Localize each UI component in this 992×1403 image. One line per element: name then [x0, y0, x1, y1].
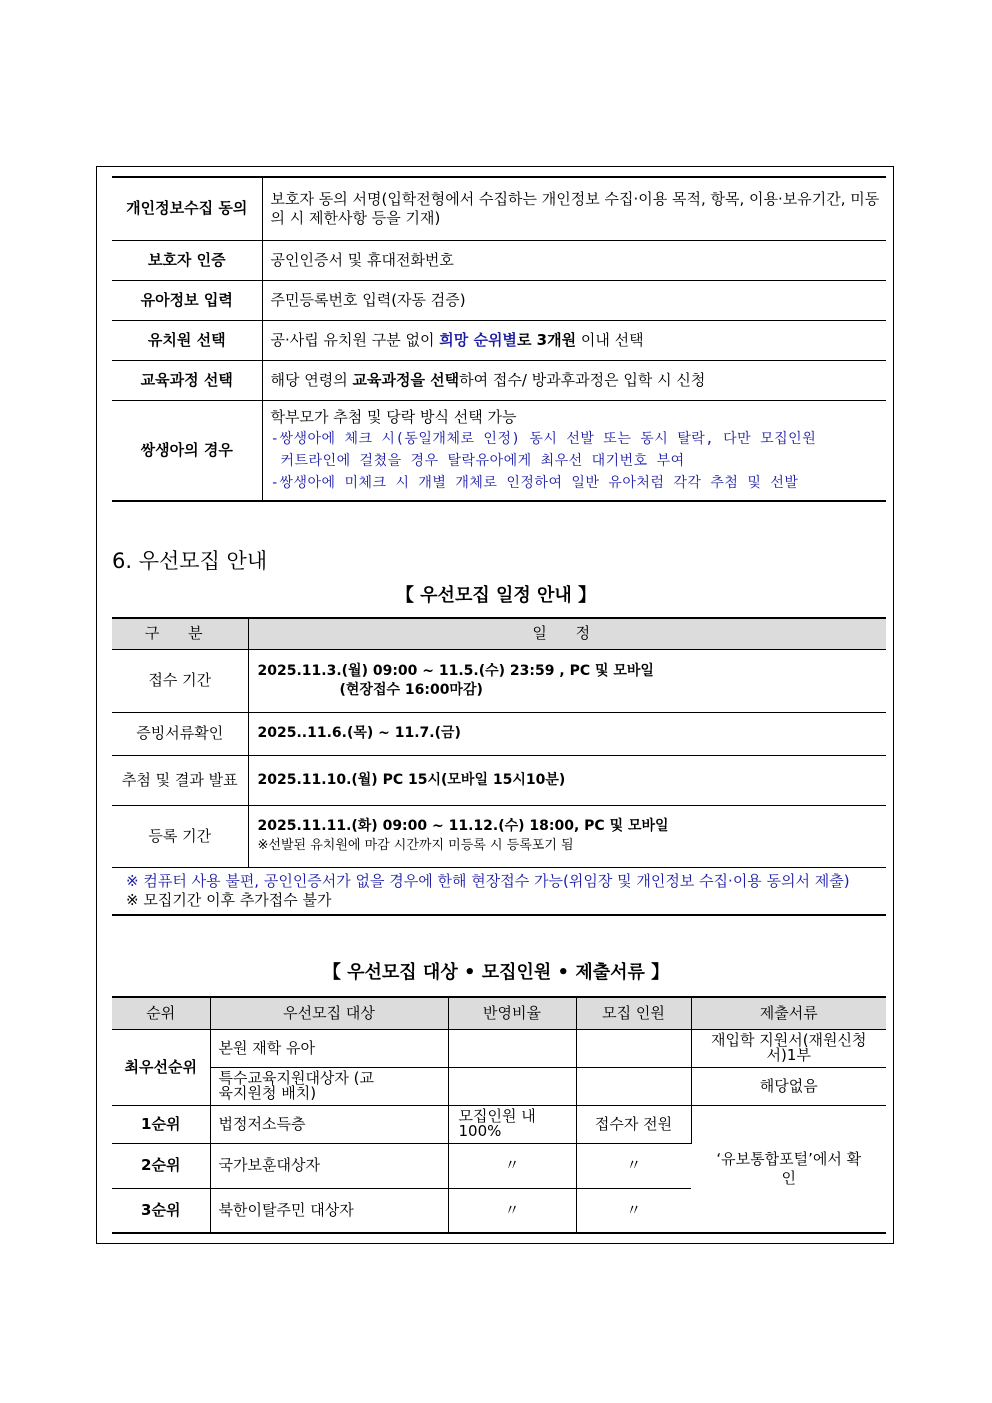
target-cell: 특수교육지원대상자 (교육지원청 배치) [210, 1067, 448, 1105]
row-label: 유치원 선택 [112, 320, 262, 360]
schedule-label: 접수 기간 [112, 649, 248, 712]
twin-line: 학부모가 추첨 및 당락 방식 선택 가능 [270, 408, 517, 427]
schedule-value: 2025.11.10.(월) PC 15시(모바일 15시10분) [248, 755, 886, 805]
schedule-line: 2025.11.3.(월) 09:00 ~ 11.5.(수) 23:59 , PC 및 모바일 [257, 662, 654, 679]
schedule-label: 증빙서류확인 [112, 712, 248, 755]
schedule-line: (현장접수 16:00마감) [339, 681, 483, 698]
row-text [262, 400, 886, 501]
highlight-text: 3개원 [536, 330, 577, 349]
rank-cell: 3순위 [112, 1188, 210, 1233]
target-cell: 법정저소득층 [210, 1105, 448, 1143]
schedule-label: 등록 기간 [112, 805, 248, 867]
highlight-text: 희망 순위별 [439, 330, 517, 349]
header-rank: 순위 [112, 997, 210, 1029]
application-steps-table [112, 176, 886, 502]
text-part: 이내 선택 [576, 330, 644, 349]
docs-cell: 해당없음 [691, 1067, 886, 1105]
schedule-line: 2025.11.11.(화) 09:00 ~ 11.12.(수) 18:00, PC 및 모바일 [257, 818, 669, 834]
twin-line: 커트라인에 걸쳤을 경우 탈락유아에게 최우선 대기번호 부여 [280, 453, 685, 470]
row-label: 개인정보수집 동의 [112, 177, 262, 240]
count-cell [576, 1029, 691, 1067]
row-text: 보호자 동의 서명(입학전형에서 수집하는 개인정보 수집·이용 목적, 항목, 이용·보유기간, 미동의 시 제한사항 등을 기재) [262, 177, 886, 240]
schedule-caption: 【 우선모집 일정 안내 】 [395, 585, 597, 606]
section-title: 6. 우선모집 안내 [112, 549, 268, 573]
schedule-value: 2025..11.6.(목) ~ 11.7.(금) [248, 712, 886, 755]
header-docs: 제출서류 [691, 997, 886, 1029]
docs-cell: 재입학 지원서(재원신청서)1부 [691, 1029, 886, 1067]
rank-cell: 1순위 [112, 1105, 210, 1143]
target-cell: 본원 재학 유아 [210, 1029, 448, 1067]
ratio-cell: 〃 [448, 1143, 576, 1188]
target-cell: 북한이탈주민 대상자 [210, 1188, 448, 1233]
highlight-text: 교육과정을 선택 [352, 370, 460, 389]
text-part: 해당 연령의 [270, 370, 353, 389]
header-category: 구 분 [112, 618, 248, 649]
count-cell: 〃 [576, 1143, 691, 1188]
row-text: 공인인증서 및 휴대전화번호 [262, 240, 886, 280]
header-target: 우선모집 대상 [210, 997, 448, 1029]
schedule-label [112, 755, 248, 805]
row-label: 유아정보 입력 [112, 280, 262, 320]
text-part: 로 [516, 330, 537, 349]
ratio-cell: 〃 [448, 1188, 576, 1233]
schedule-line: ※선발된 유치원에 마감 시간까지 미등록 시 등록포기 됨 [257, 838, 574, 853]
targets-table [112, 996, 886, 1234]
row-text [262, 320, 886, 360]
note-line: ※ 모집기간 이후 추가접수 불가 [126, 890, 332, 909]
row-label: 교육과정 선택 [112, 360, 262, 400]
row-text [262, 360, 886, 400]
text-part: 공·사립 유치원 구분 없이 [270, 330, 440, 349]
count-cell: 접수자 전원 [576, 1105, 691, 1143]
targets-caption: 【 우선모집 대상 • 모집인원 • 제출서류 】 [322, 962, 670, 983]
row-label: 쌍생아의 경우 [112, 400, 262, 501]
rank-cell: 최우선순위 [112, 1029, 210, 1105]
schedule-label-text: 추첨 및 결과 발표 [121, 770, 238, 789]
note-line: ※ 컴퓨터 사용 불편, 공인인증서가 없을 경우에 한해 현장접수 가능(위임장 및 개인정보 수집·이용 동의서 제출) [126, 871, 850, 890]
header-ratio: 반영비율 [448, 997, 576, 1029]
schedule-value [248, 649, 886, 712]
schedule-value [248, 805, 886, 867]
count-cell [576, 1067, 691, 1105]
row-text: 주민등록번호 입력(자동 검증) [262, 280, 886, 320]
row-label: 보호자 인증 [112, 240, 262, 280]
header-count: 모집 인원 [576, 997, 691, 1029]
header-schedule: 일 정 [248, 618, 886, 649]
twin-line: -쌍생아에 미체크 시 개별 개체로 인정하여 일반 유아처럼 각각 추첨 및 선발 [270, 475, 799, 492]
ratio-cell [448, 1067, 576, 1105]
twin-line: -쌍생아에 체크 시(동일개체로 인정) 동시 선발 또는 동시 탈락, 다만 모집인원 [270, 431, 817, 448]
target-cell: 국가보훈대상자 [210, 1143, 448, 1188]
ratio-cell: 모집인원 내 100% [448, 1105, 576, 1143]
count-cell: 〃 [576, 1188, 691, 1233]
schedule-table [112, 617, 886, 916]
text-part: 하여 접수/ 방과후과정은 입학 시 신청 [459, 370, 706, 389]
rank-cell: 2순위 [112, 1143, 210, 1188]
ratio-cell [448, 1029, 576, 1067]
docs-cell: ‘유보통합포털’에서 확인 [691, 1105, 886, 1233]
schedule-notes [112, 867, 886, 915]
